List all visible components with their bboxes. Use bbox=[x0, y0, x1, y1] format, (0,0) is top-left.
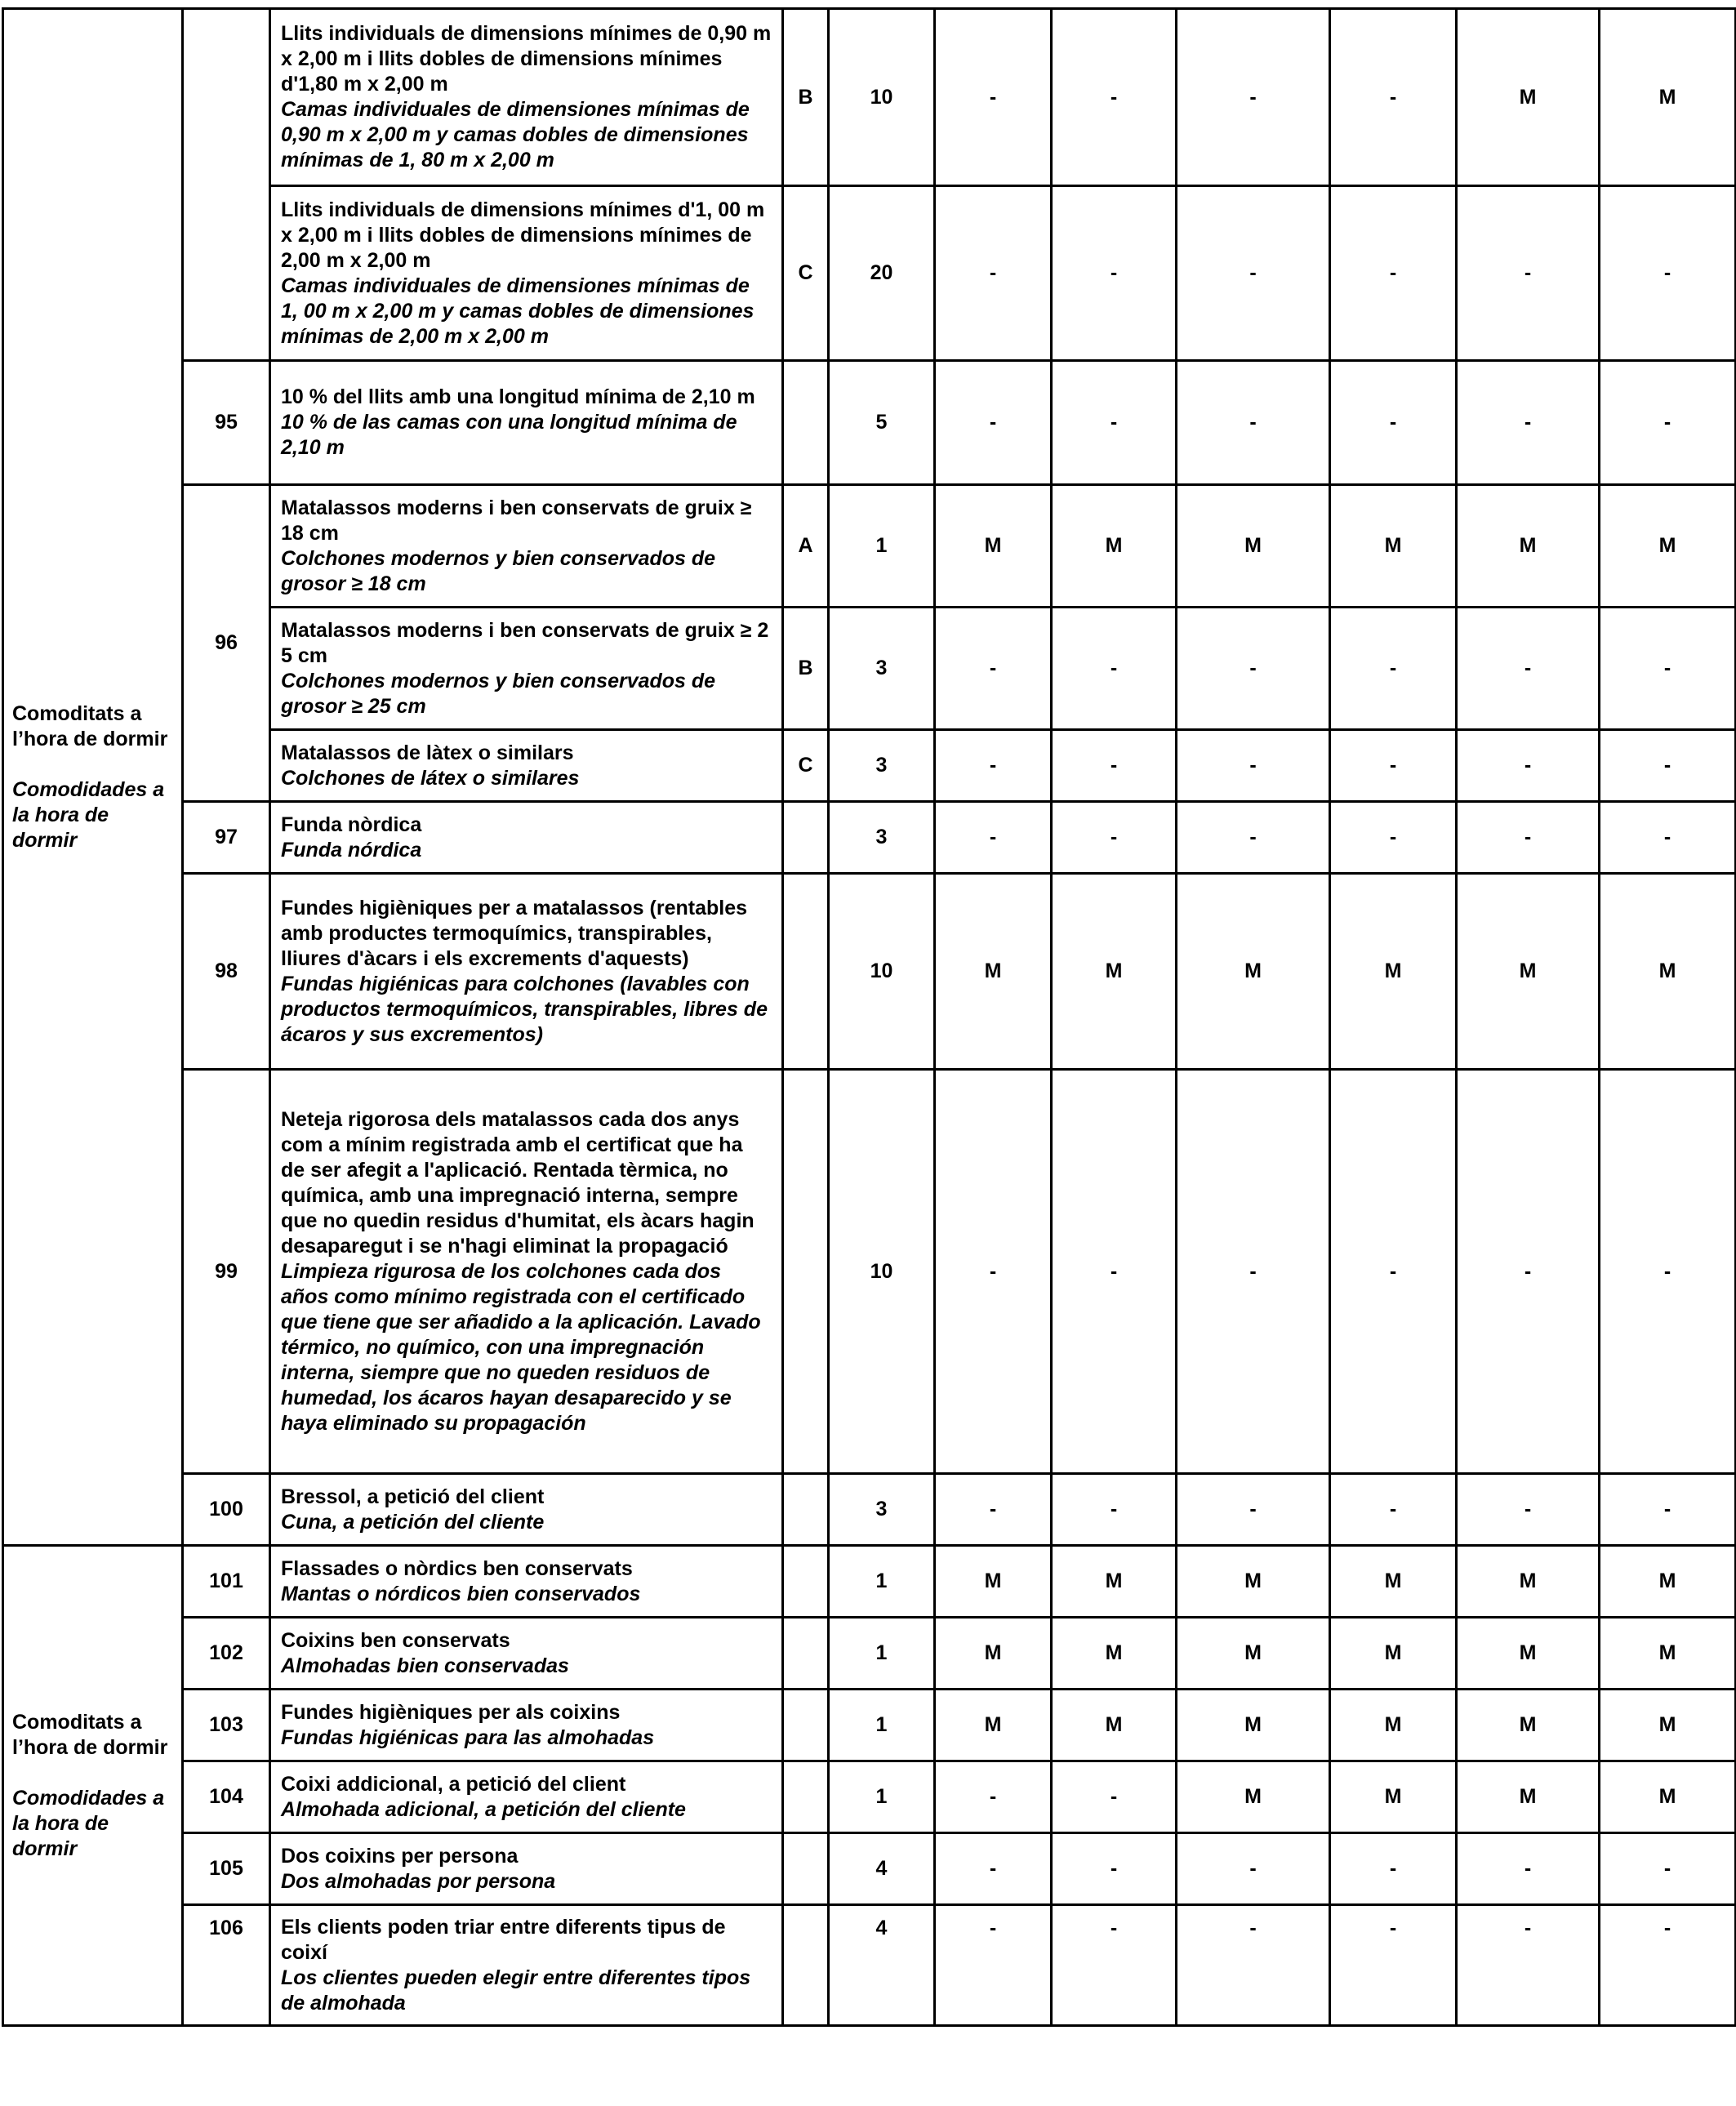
points-value: 4 bbox=[829, 1905, 935, 2026]
description-ca: Els clients poden triar entre diferents tipus de coixí bbox=[281, 1915, 726, 1964]
criterion-description bbox=[270, 608, 783, 730]
criterion-description bbox=[270, 1070, 783, 1474]
category-cell-5: - bbox=[1457, 1905, 1600, 2026]
category-cell-6: - bbox=[1600, 802, 1736, 874]
description-es: Fundas higiénicas para colchones (lavables con productos termoquímicos, transpirables, libres de ácaros y sus excrementos) bbox=[281, 972, 768, 1046]
category-cell-2: M bbox=[1052, 1618, 1177, 1690]
option-letter bbox=[783, 1474, 829, 1546]
description-ca: Coixins ben conservats bbox=[281, 1628, 510, 1652]
description-es: Colchones modernos y bien conservados de grosor ≥ 18 cm bbox=[281, 546, 716, 595]
category-cell-2: - bbox=[1052, 361, 1177, 485]
description-es: Almohada adicional, a petición del cliente bbox=[281, 1797, 686, 1821]
option-letter bbox=[783, 1905, 829, 2026]
criterion-description bbox=[270, 1833, 783, 1905]
category-cell-4: M bbox=[1330, 1618, 1457, 1690]
category-cell-2: M bbox=[1052, 1546, 1177, 1618]
category-cell-1: - bbox=[935, 1833, 1052, 1905]
description-es: Cuna, a petición del cliente bbox=[281, 1510, 545, 1534]
description-ca: Funda nòrdica bbox=[281, 813, 422, 836]
category-cell-1: - bbox=[935, 1761, 1052, 1833]
category-label-es: Comodidades a la hora de dormir bbox=[12, 777, 165, 852]
description-es: Los clientes pueden elegir entre diferentes tipos de almohada bbox=[281, 1966, 751, 2015]
category-cell-1: M bbox=[935, 874, 1052, 1070]
description-es: 10 % de las camas con una longitud mínima de 2,10 m bbox=[281, 411, 737, 459]
table-row bbox=[3, 485, 1736, 608]
criterion-number: 105 bbox=[183, 1833, 270, 1905]
category-cell-6: M bbox=[1600, 1690, 1736, 1761]
category-cell-6: M bbox=[1600, 9, 1736, 186]
criterion-description bbox=[270, 874, 783, 1070]
category-cell-1: - bbox=[935, 802, 1052, 874]
category-cell-5: - bbox=[1457, 730, 1600, 802]
table-row bbox=[3, 802, 1736, 874]
category-cell-6: M bbox=[1600, 874, 1736, 1070]
category-cell bbox=[3, 9, 183, 1546]
category-cell-1: - bbox=[935, 9, 1052, 186]
category-cell-2: - bbox=[1052, 1070, 1177, 1474]
category-cell-5: - bbox=[1457, 608, 1600, 730]
criterion-description bbox=[270, 802, 783, 874]
table-row bbox=[3, 1833, 1736, 1905]
option-letter bbox=[783, 802, 829, 874]
option-letter: C bbox=[783, 730, 829, 802]
criterion-description bbox=[270, 730, 783, 802]
category-cell-3: - bbox=[1177, 1833, 1330, 1905]
category-cell-4: - bbox=[1330, 608, 1457, 730]
category-cell-5: M bbox=[1457, 1690, 1600, 1761]
criterion-number: 98 bbox=[183, 874, 270, 1070]
description-es: Limpieza rigurosa de los colchones cada dos años como mínimo registrada con el certificado que tiene que ser añadido a la aplicación. Lavado térmico, no químico, con una impregnación interna, siempre que no queden residuos de humedad, los ácaros hayan desaparecido y se haya eliminado su propagación bbox=[281, 1259, 761, 1435]
category-cell-2: - bbox=[1052, 1905, 1177, 2026]
criterion-description bbox=[270, 186, 783, 361]
category-cell-3: - bbox=[1177, 802, 1330, 874]
category-cell-4: - bbox=[1330, 186, 1457, 361]
category-cell-2: - bbox=[1052, 186, 1177, 361]
criterion-description bbox=[270, 1618, 783, 1690]
category-label-ca: Comoditats a l’hora de dormir bbox=[12, 1710, 168, 1759]
description-es: Camas individuales de dimensiones mínimas de 0,90 m x 2,00 m y camas dobles de dimensiones mínimas de 1, 80 m x 2,00 m bbox=[281, 98, 750, 171]
option-letter bbox=[783, 1833, 829, 1905]
points-value: 3 bbox=[829, 608, 935, 730]
description-ca: Matalassos moderns i ben conservats de gruix ≥ 18 cm bbox=[281, 496, 752, 545]
criterion-number: 103 bbox=[183, 1690, 270, 1761]
category-cell-4: - bbox=[1330, 730, 1457, 802]
category-cell-6: - bbox=[1600, 608, 1736, 730]
option-letter bbox=[783, 361, 829, 485]
category-cell-3: - bbox=[1177, 186, 1330, 361]
table-row bbox=[3, 1761, 1736, 1833]
points-value: 10 bbox=[829, 1070, 935, 1474]
category-cell-4: M bbox=[1330, 485, 1457, 608]
category-cell-6: M bbox=[1600, 1761, 1736, 1833]
criterion-description bbox=[270, 9, 783, 186]
points-value: 1 bbox=[829, 1546, 935, 1618]
description-ca: Bressol, a petició del client bbox=[281, 1485, 545, 1508]
category-cell-6: - bbox=[1600, 186, 1736, 361]
description-ca: Fundes higièniques per a matalassos (rentables amb productes termoquímics, transpirables, lliures d'àcars i els excrements d'aquests) bbox=[281, 896, 748, 970]
category-cell-6: M bbox=[1600, 485, 1736, 608]
points-value: 10 bbox=[829, 9, 935, 186]
category-cell-2: - bbox=[1052, 9, 1177, 186]
category-cell-2: - bbox=[1052, 802, 1177, 874]
category-cell-4: - bbox=[1330, 1905, 1457, 2026]
category-cell-5: - bbox=[1457, 1474, 1600, 1546]
category-cell-5: - bbox=[1457, 361, 1600, 485]
criteria-table bbox=[2, 7, 1736, 2027]
category-cell-1: - bbox=[935, 361, 1052, 485]
description-ca: Neteja rigorosa dels matalassos cada dos anys com a mínim registrada amb el certificat que ha de ser afegit a l'aplicació. Rentada tèrmica, no química, amb una impregnació interna, sempre que no quedin residus d'humitat, els àcars hagin desaparegut i se n'hagi eliminat la propagació bbox=[281, 1107, 754, 1258]
category-cell-5: M bbox=[1457, 1546, 1600, 1618]
category-cell-5: M bbox=[1457, 1761, 1600, 1833]
description-es: Fundas higiénicas para las almohadas bbox=[281, 1725, 655, 1749]
category-cell-3: - bbox=[1177, 1474, 1330, 1546]
category-cell-3: - bbox=[1177, 9, 1330, 186]
description-ca: Llits individuals de dimensions mínimes de 0,90 m x 2,00 m i llits dobles de dimensions mínimes d'1,80 m x 2,00 m bbox=[281, 22, 772, 96]
description-es: Mantas o nórdicos bien conservados bbox=[281, 1582, 641, 1605]
category-cell-2: - bbox=[1052, 730, 1177, 802]
description-ca: Matalassos de làtex o similars bbox=[281, 741, 574, 764]
category-cell-6: - bbox=[1600, 1474, 1736, 1546]
option-letter bbox=[783, 1070, 829, 1474]
points-value: 1 bbox=[829, 1618, 935, 1690]
category-cell-5: M bbox=[1457, 485, 1600, 608]
criterion-number: 97 bbox=[183, 802, 270, 874]
category-cell-5: M bbox=[1457, 874, 1600, 1070]
criterion-description bbox=[270, 361, 783, 485]
category-cell-4: - bbox=[1330, 1474, 1457, 1546]
description-es: Funda nórdica bbox=[281, 838, 422, 862]
description-ca: Fundes higièniques per als coixins bbox=[281, 1700, 621, 1724]
option-letter bbox=[783, 1618, 829, 1690]
option-letter: A bbox=[783, 485, 829, 608]
category-cell-2: - bbox=[1052, 1761, 1177, 1833]
category-cell-5: - bbox=[1457, 186, 1600, 361]
table-row bbox=[3, 1905, 1736, 2026]
description-ca: Flassades o nòrdics ben conservats bbox=[281, 1556, 633, 1580]
category-cell-3: - bbox=[1177, 608, 1330, 730]
category-cell-4: - bbox=[1330, 9, 1457, 186]
points-value: 1 bbox=[829, 1690, 935, 1761]
table-row bbox=[3, 1690, 1736, 1761]
criterion-number bbox=[183, 9, 270, 361]
category-cell-5: - bbox=[1457, 1833, 1600, 1905]
criterion-number: 99 bbox=[183, 1070, 270, 1474]
table-row bbox=[3, 9, 1736, 186]
category-cell-3: M bbox=[1177, 1761, 1330, 1833]
category-cell-6: M bbox=[1600, 1546, 1736, 1618]
category-cell-5: - bbox=[1457, 1070, 1600, 1474]
category-cell-3: - bbox=[1177, 1070, 1330, 1474]
category-cell-4: - bbox=[1330, 1070, 1457, 1474]
criterion-number: 102 bbox=[183, 1618, 270, 1690]
category-cell-6: - bbox=[1600, 361, 1736, 485]
category-cell-4: - bbox=[1330, 361, 1457, 485]
category-cell-6: - bbox=[1600, 730, 1736, 802]
category-cell-5: M bbox=[1457, 9, 1600, 186]
category-cell-4: M bbox=[1330, 1546, 1457, 1618]
description-ca: Dos coixins per persona bbox=[281, 1844, 519, 1868]
category-cell-1: - bbox=[935, 186, 1052, 361]
category-cell-3: M bbox=[1177, 874, 1330, 1070]
criterion-description bbox=[270, 1905, 783, 2026]
description-es: Colchones modernos y bien conservados de grosor ≥ 25 cm bbox=[281, 669, 716, 718]
category-cell-4: M bbox=[1330, 1690, 1457, 1761]
option-letter bbox=[783, 1546, 829, 1618]
category-cell-3: M bbox=[1177, 1618, 1330, 1690]
points-value: 3 bbox=[829, 1474, 935, 1546]
category-cell-1: - bbox=[935, 1474, 1052, 1546]
table-row bbox=[3, 1070, 1736, 1474]
table-row bbox=[3, 874, 1736, 1070]
option-letter: B bbox=[783, 9, 829, 186]
category-cell-5: - bbox=[1457, 802, 1600, 874]
category-cell-3: M bbox=[1177, 1546, 1330, 1618]
option-letter: C bbox=[783, 186, 829, 361]
category-cell-4: M bbox=[1330, 874, 1457, 1070]
category-cell-3: - bbox=[1177, 361, 1330, 485]
criterion-number: 101 bbox=[183, 1546, 270, 1618]
category-cell-3: - bbox=[1177, 1905, 1330, 2026]
criterion-description bbox=[270, 1761, 783, 1833]
option-letter bbox=[783, 1761, 829, 1833]
description-es: Dos almohadas por persona bbox=[281, 1869, 556, 1893]
description-ca: Coixi addicional, a petició del client bbox=[281, 1772, 626, 1796]
category-cell-4: M bbox=[1330, 1761, 1457, 1833]
category-cell-1: M bbox=[935, 485, 1052, 608]
category-cell-2: M bbox=[1052, 485, 1177, 608]
criterion-number: 100 bbox=[183, 1474, 270, 1546]
table-row bbox=[3, 1618, 1736, 1690]
points-value: 4 bbox=[829, 1833, 935, 1905]
category-cell-5: M bbox=[1457, 1618, 1600, 1690]
option-letter: B bbox=[783, 608, 829, 730]
category-cell-3: - bbox=[1177, 730, 1330, 802]
description-es: Almohadas bien conservadas bbox=[281, 1654, 569, 1677]
points-value: 1 bbox=[829, 485, 935, 608]
points-value: 1 bbox=[829, 1761, 935, 1833]
category-cell-6: - bbox=[1600, 1070, 1736, 1474]
criterion-number: 104 bbox=[183, 1761, 270, 1833]
criterion-number: 96 bbox=[183, 485, 270, 802]
category-cell-1: - bbox=[935, 608, 1052, 730]
category-cell-2: - bbox=[1052, 1833, 1177, 1905]
category-cell-4: - bbox=[1330, 1833, 1457, 1905]
description-ca: Matalassos moderns i ben conservats de gruix ≥ 2 5 cm bbox=[281, 618, 769, 667]
option-letter bbox=[783, 874, 829, 1070]
criterion-description bbox=[270, 1474, 783, 1546]
category-cell-1: M bbox=[935, 1546, 1052, 1618]
option-letter bbox=[783, 1690, 829, 1761]
category-label-es: Comodidades a la hora de dormir bbox=[12, 1786, 165, 1860]
category-cell bbox=[3, 1546, 183, 2026]
category-cell-1: - bbox=[935, 730, 1052, 802]
category-cell-2: M bbox=[1052, 874, 1177, 1070]
category-cell-1: - bbox=[935, 1070, 1052, 1474]
category-cell-6: M bbox=[1600, 1618, 1736, 1690]
description-es: Colchones de látex o similares bbox=[281, 766, 580, 790]
category-cell-4: - bbox=[1330, 802, 1457, 874]
points-value: 5 bbox=[829, 361, 935, 485]
criterion-description bbox=[270, 485, 783, 608]
table-row bbox=[3, 1546, 1736, 1618]
criterion-description bbox=[270, 1546, 783, 1618]
category-cell-3: M bbox=[1177, 1690, 1330, 1761]
table-row bbox=[3, 1474, 1736, 1546]
points-value: 10 bbox=[829, 874, 935, 1070]
category-cell-2: - bbox=[1052, 1474, 1177, 1546]
points-value: 3 bbox=[829, 802, 935, 874]
category-cell-2: - bbox=[1052, 608, 1177, 730]
category-cell-1: M bbox=[935, 1690, 1052, 1761]
category-cell-2: M bbox=[1052, 1690, 1177, 1761]
category-cell-6: - bbox=[1600, 1905, 1736, 2026]
points-value: 3 bbox=[829, 730, 935, 802]
description-ca: 10 % del llits amb una longitud mínima de 2,10 m bbox=[281, 385, 755, 408]
description-ca: Llits individuals de dimensions mínimes d'1, 00 m x 2,00 m i llits dobles de dimensions mínimes de 2,00 m x 2,00 m bbox=[281, 198, 765, 272]
category-label-ca: Comoditats a l’hora de dormir bbox=[12, 701, 168, 750]
criterion-number: 106 bbox=[183, 1905, 270, 2026]
description-es: Camas individuales de dimensiones mínimas de 1, 00 m x 2,00 m y camas dobles de dimensiones mínimas de 2,00 m x 2,00 m bbox=[281, 274, 754, 348]
category-cell-6: - bbox=[1600, 1833, 1736, 1905]
category-cell-1: M bbox=[935, 1618, 1052, 1690]
category-cell-1: - bbox=[935, 1905, 1052, 2026]
table-row bbox=[3, 361, 1736, 485]
criterion-number: 95 bbox=[183, 361, 270, 485]
points-value: 20 bbox=[829, 186, 935, 361]
criterion-description bbox=[270, 1690, 783, 1761]
category-cell-3: M bbox=[1177, 485, 1330, 608]
